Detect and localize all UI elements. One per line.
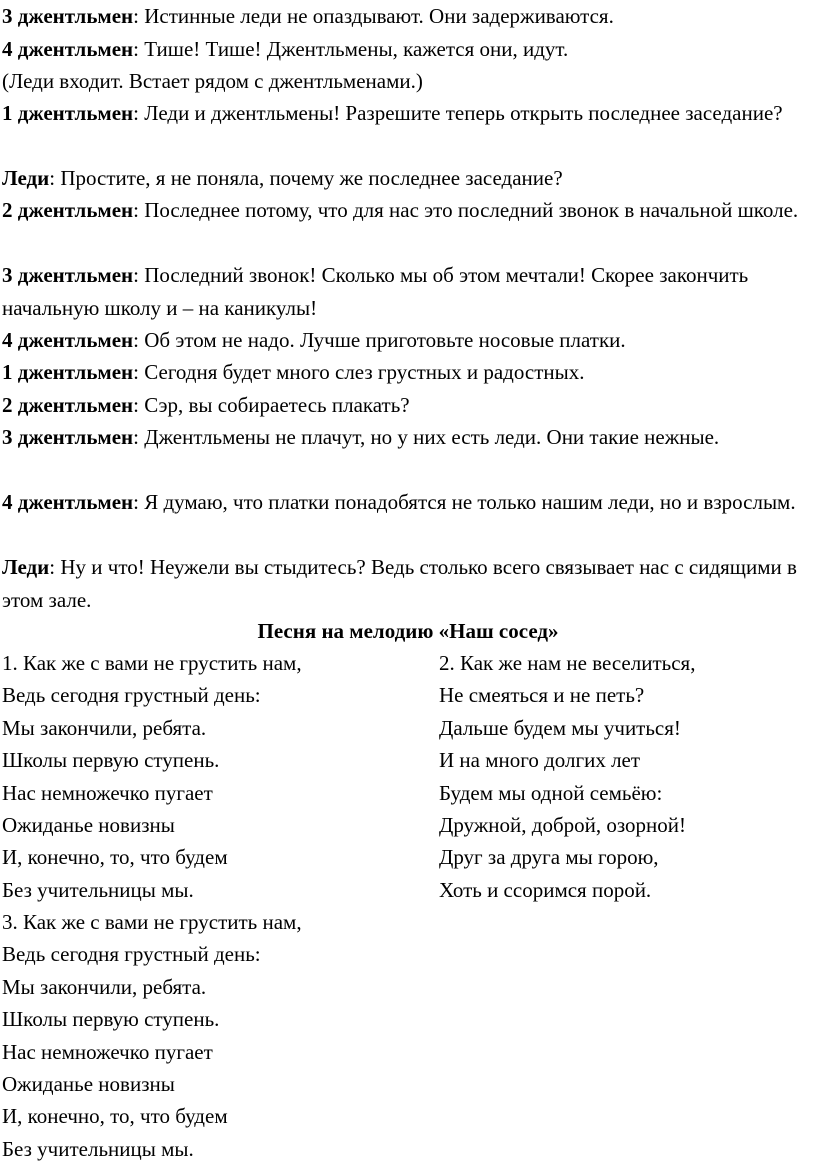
line-text: : Последний звонок! Сколько мы об этом мечтали! Скорее закончить начальную школу и – на каникулы! — [2, 263, 749, 320]
line-text: : Тише! Тише! Джентльмены, кажется они, идут. — [133, 37, 569, 61]
verse-line: Будем мы одной семьёю: — [439, 780, 663, 805]
verse-line: И, конечно, то, что будем — [2, 845, 228, 870]
line-text: : Истинные леди не опаздывают. Они задерживаются. — [133, 4, 614, 28]
line-text: : Простите, я не поняла, почему же последнее заседание? — [49, 166, 563, 190]
dialogue-line — [2, 259, 814, 324]
verse-line: Друг за друга мы горою, — [439, 845, 659, 870]
verse-line: Мы закончили, ребята. — [2, 715, 207, 740]
verse-line: И, конечно, то, что будем — [2, 1104, 228, 1129]
verse-line: Школы первую ступень. — [2, 748, 220, 773]
verse-line: И на много долгих лет — [439, 748, 641, 773]
speaker-name: 3 джентльмен — [2, 4, 134, 28]
line-text: : Об этом не надо. Лучше приготовьте носовые платки. — [133, 328, 626, 352]
verse-line: 2. Как же нам не веселиться, — [439, 651, 696, 675]
dialogue-line — [2, 97, 814, 130]
verse-line: Хоть и ссоримся порой. — [439, 877, 652, 902]
verse-line: Ожиданье новизны — [2, 1071, 175, 1096]
line-text: (Леди входит. Встает рядом с джентльменами.) — [2, 69, 423, 93]
verse-line: Нас немножечко пугает — [2, 1039, 213, 1064]
speaker-name: 4 джентльмен — [2, 490, 134, 514]
dialogue-line — [2, 389, 814, 422]
verse-line: 3. Как же с вами не грустить нам, — [2, 910, 302, 934]
verse-line: 1. Как же с вами не грустить нам, — [2, 651, 302, 675]
verse-line: Дальше будем мы учиться! — [439, 715, 681, 740]
verse-line: Ведь сегодня грустный день: — [2, 942, 261, 967]
line-text: : Джентльмены не плачут, но у них есть леди. Они такие нежные. — [133, 425, 720, 449]
line-text: : Я думаю, что платки понадобятся не только нашим леди, но и взрослым. — [133, 490, 796, 514]
line-text: : Сэр, вы собираетесь плакать? — [133, 393, 410, 417]
line-text: : Леди и джентльмены! Разрешите теперь открыть последнее заседание? — [133, 101, 783, 125]
song-title: Песня на мелодию «Наш сосед» — [257, 619, 559, 643]
verse-line: Без учительницы мы. — [2, 877, 194, 902]
verse-1 — [2, 647, 302, 906]
dialogue-line — [2, 0, 814, 33]
verse-3 — [2, 906, 302, 1165]
line-text: : Последнее потому, что для нас это последний звонок в начальной школе. — [133, 198, 799, 222]
speaker-name: 2 джентльмен — [2, 393, 134, 417]
dialogue-line — [2, 421, 814, 454]
verse-line: Не смеяться и не петь? — [439, 683, 645, 708]
dialogue-line — [2, 194, 814, 227]
line-text: : Ну и что! Неужели вы стыдитесь? Ведь столько всего связывает нас с сидящими в этом зале. — [2, 555, 797, 612]
verse-line: Ожиданье новизны — [2, 812, 175, 837]
dialogue-line — [2, 486, 814, 519]
speaker-name: 4 джентльмен — [2, 37, 134, 61]
verse-line: Школы первую ступень. — [2, 1007, 220, 1032]
speaker-name: 4 джентльмен — [2, 328, 134, 352]
dialogue-line — [2, 162, 814, 195]
speaker-name: 2 джентльмен — [2, 198, 134, 222]
line-text: : Сегодня будет много слез грустных и радостных. — [133, 360, 585, 384]
speaker-name: Леди — [2, 166, 50, 190]
verse-2 — [439, 647, 695, 906]
dialogue-line — [2, 551, 814, 616]
verse-line: Мы закончили, ребята. — [2, 974, 207, 999]
speaker-name: Леди — [2, 555, 50, 579]
dialogue-line — [2, 356, 814, 389]
speaker-name: 3 джентльмен — [2, 425, 134, 449]
verse-line: Ведь сегодня грустный день: — [2, 683, 261, 708]
speaker-name: 1 джентльмен — [2, 101, 134, 125]
verse-line: Без учительницы мы. — [2, 1136, 194, 1161]
speaker-name: 3 джентльмен — [2, 263, 134, 287]
stage-direction — [2, 65, 814, 98]
speaker-name: 1 джентльмен — [2, 360, 134, 384]
verse-line: Нас немножечко пугает — [2, 780, 213, 805]
dialogue-line — [2, 33, 814, 66]
verse-line: Дружной, доброй, озорной! — [439, 812, 687, 837]
dialogue-line — [2, 324, 814, 357]
